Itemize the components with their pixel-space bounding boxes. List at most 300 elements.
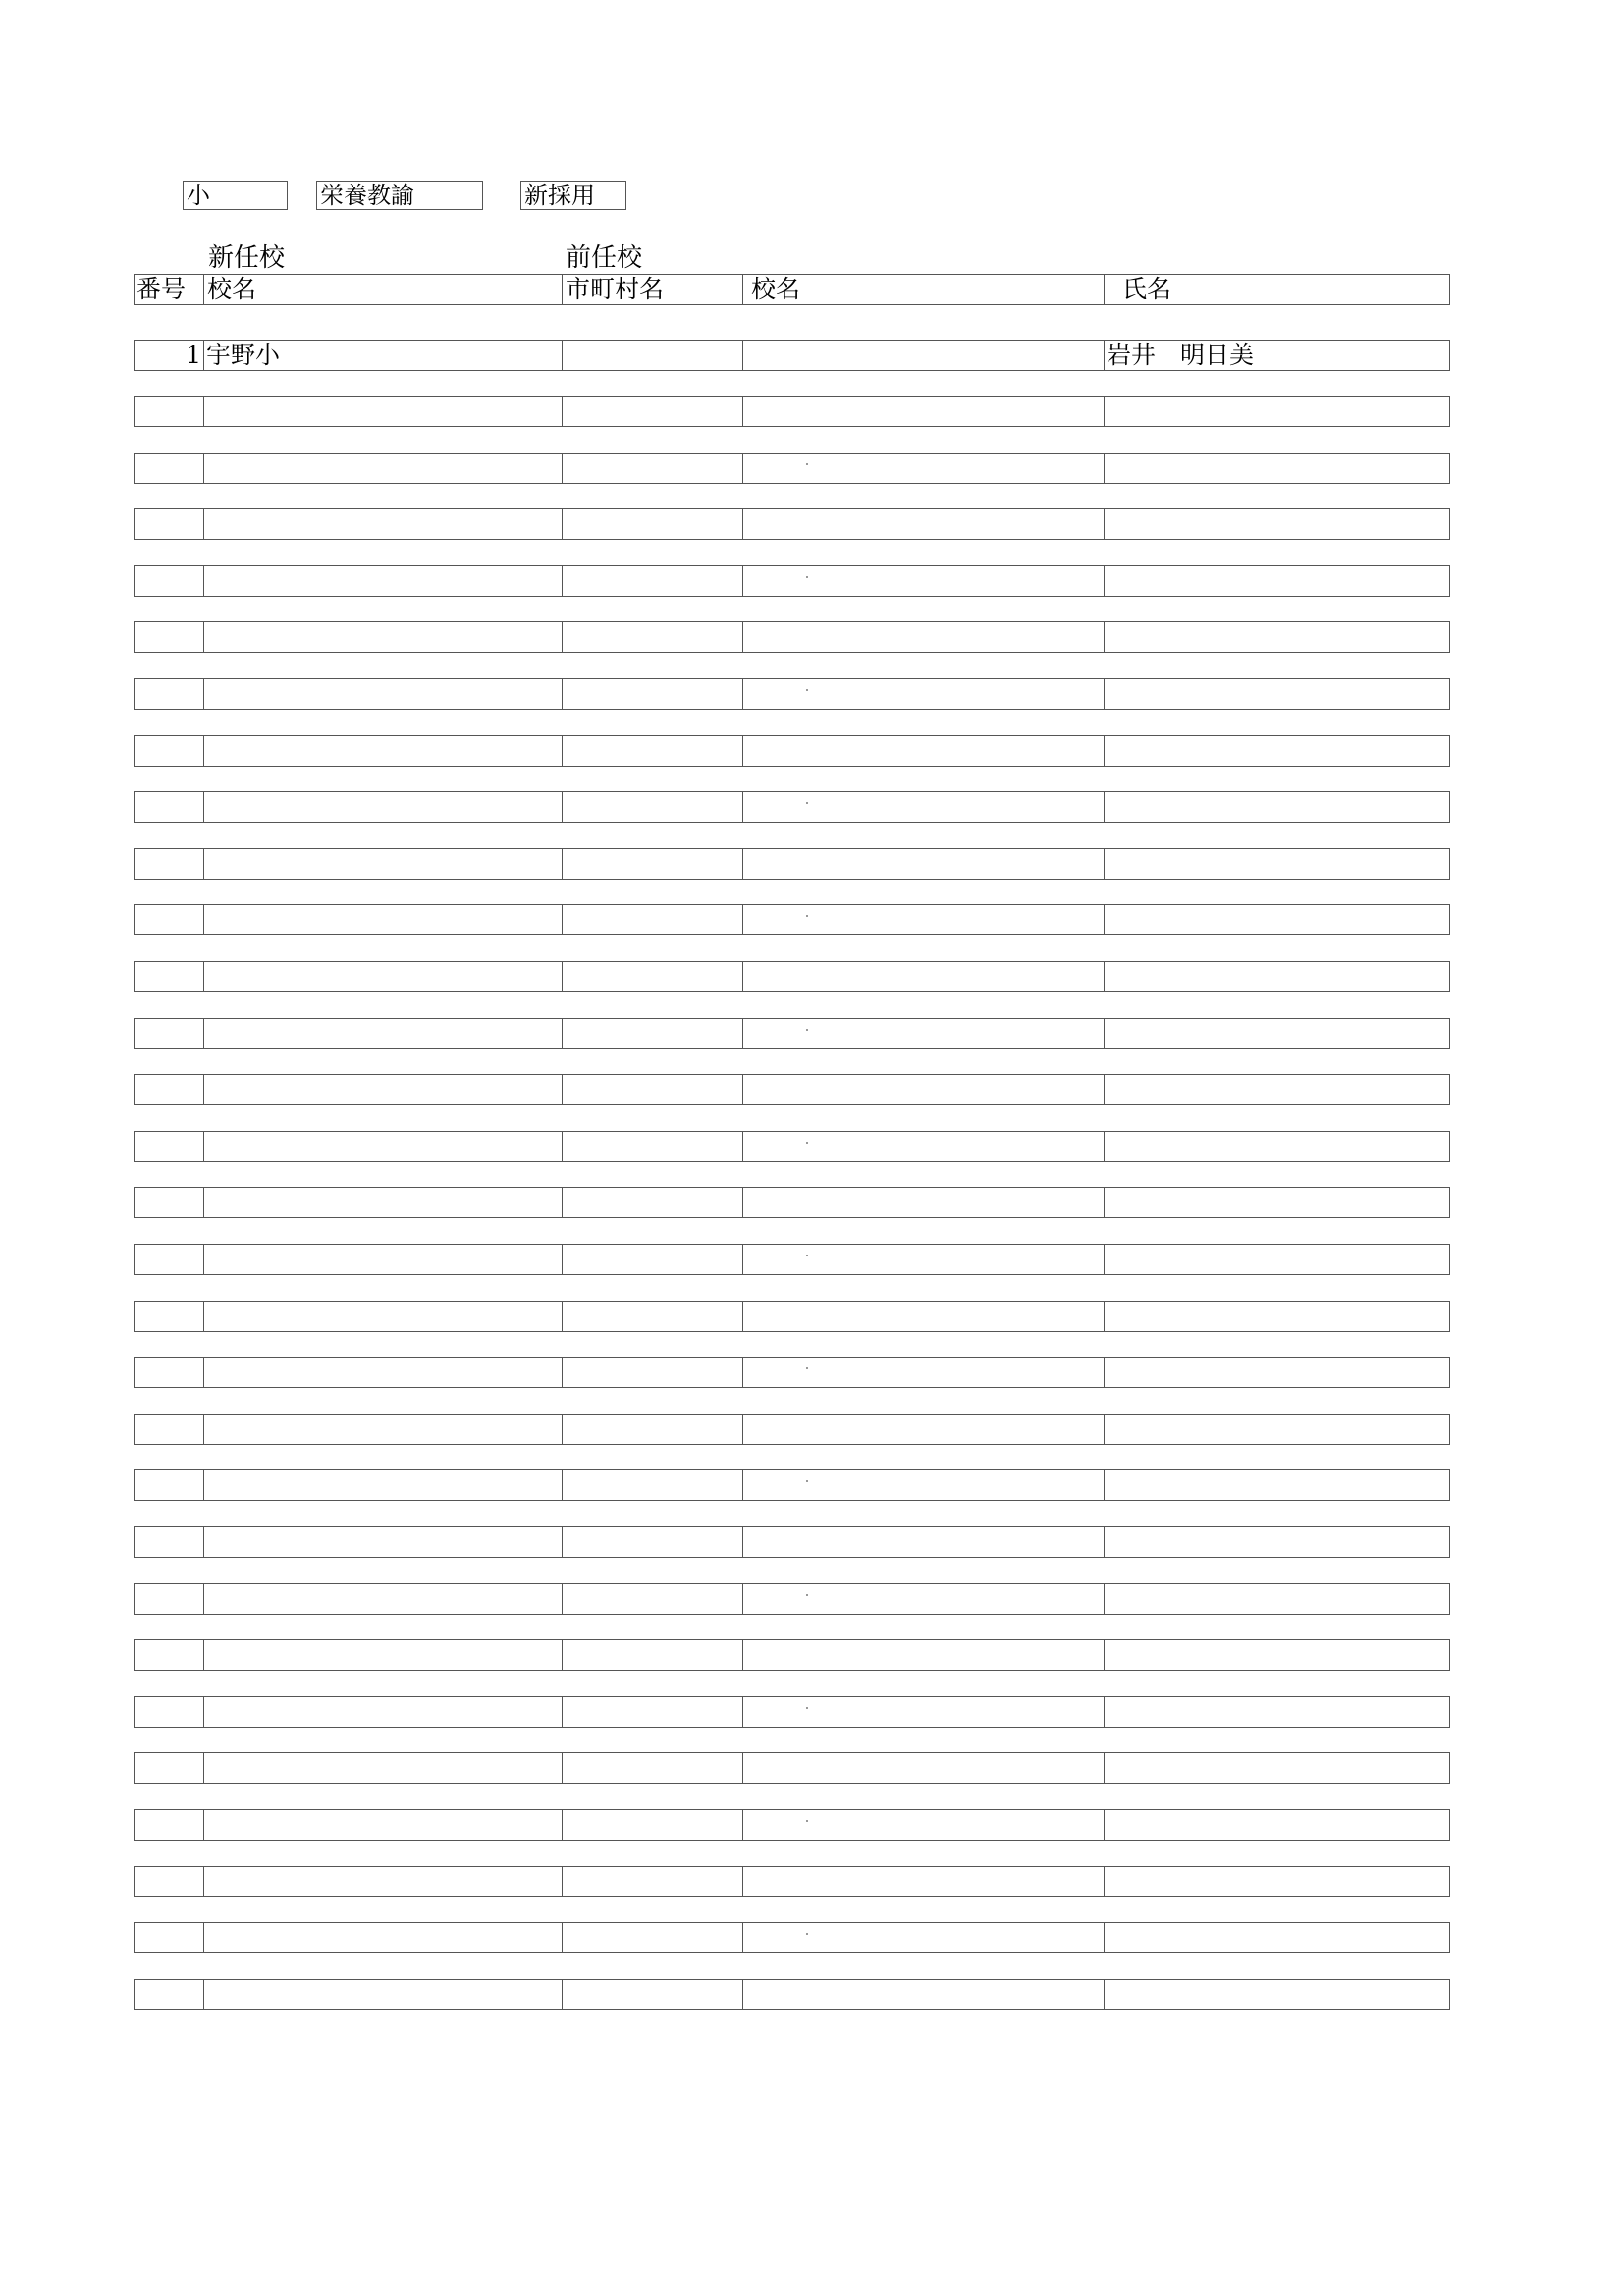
column-divider <box>203 1527 204 1557</box>
scan-speck <box>806 1480 808 1482</box>
row-name <box>1105 1188 1450 1217</box>
scan-speck <box>806 1255 808 1256</box>
table-row <box>134 565 1450 597</box>
row-prev-school <box>743 1302 1107 1331</box>
column-divider <box>742 1302 743 1331</box>
column-divider <box>742 1415 743 1444</box>
row-prev-school <box>743 566 1107 596</box>
row-municipality <box>563 1867 745 1896</box>
column-divider <box>203 275 204 304</box>
previous-school-heading: 前任校 <box>566 243 643 273</box>
position-box <box>316 181 483 210</box>
column-divider <box>1104 397 1105 426</box>
scan-speck <box>806 802 808 804</box>
row-name <box>1105 1584 1450 1614</box>
row-school-name <box>204 1980 564 2009</box>
scan-speck <box>806 463 808 465</box>
category-label: 新採用 <box>524 182 595 209</box>
row-school-name <box>204 509 564 539</box>
row-school-name <box>204 1415 564 1444</box>
scan-speck <box>806 1820 808 1822</box>
row-prev-school <box>743 1188 1107 1217</box>
column-divider <box>742 1075 743 1104</box>
column-divider <box>1104 1188 1105 1217</box>
row-name <box>1105 509 1450 539</box>
row-municipality <box>563 1132 745 1161</box>
row-name <box>1105 1075 1450 1104</box>
row-number <box>135 1697 203 1727</box>
row-prev-school <box>743 849 1107 879</box>
row-school-name <box>204 1245 564 1274</box>
column-divider <box>203 962 204 991</box>
table-row <box>134 1922 1450 1953</box>
row-school-name <box>204 1584 564 1614</box>
column-divider <box>742 1810 743 1840</box>
column-divider <box>562 1132 563 1161</box>
row-prev-school <box>743 1697 1107 1727</box>
row-school-name <box>204 1358 564 1387</box>
row-name <box>1105 454 1450 483</box>
row-school-name <box>204 679 564 709</box>
column-divider <box>742 622 743 652</box>
row-name <box>1105 792 1450 822</box>
table-row <box>134 1244 1450 1275</box>
table-row <box>134 1639 1450 1671</box>
column-divider <box>562 1358 563 1387</box>
row-number <box>135 1470 203 1500</box>
column-divider <box>203 397 204 426</box>
row-school-name <box>204 1810 564 1840</box>
column-divider <box>203 1132 204 1161</box>
table-row <box>134 340 1450 371</box>
column-divider <box>203 1923 204 1952</box>
header-prev-school-name: 校名 <box>751 275 801 303</box>
column-divider <box>203 1358 204 1387</box>
column-divider <box>562 1019 563 1048</box>
column-divider <box>562 1415 563 1444</box>
column-divider <box>203 1753 204 1783</box>
column-divider <box>562 341 563 370</box>
row-number <box>135 679 203 709</box>
row-number <box>135 1867 203 1896</box>
column-divider <box>203 1019 204 1048</box>
row-number <box>135 1415 203 1444</box>
row-school-name <box>204 1302 564 1331</box>
row-name <box>1105 1640 1450 1670</box>
row-number <box>135 1640 203 1670</box>
column-divider <box>1104 1584 1105 1614</box>
column-divider <box>1104 905 1105 934</box>
column-divider <box>742 1980 743 2009</box>
table-row <box>134 904 1450 935</box>
row-name <box>1105 1867 1450 1896</box>
row-prev-school <box>743 397 1107 426</box>
table-row <box>134 1469 1450 1501</box>
column-divider <box>742 454 743 483</box>
table-row <box>134 1187 1450 1218</box>
row-number <box>135 1075 203 1104</box>
row-prev-school <box>743 1527 1107 1557</box>
table-row <box>134 1018 1450 1049</box>
row-prev-school <box>743 341 1107 370</box>
scan-speck <box>806 1707 808 1709</box>
table-row <box>134 453 1450 484</box>
row-name: 岩井 明日美 <box>1107 341 1255 369</box>
column-divider <box>742 1584 743 1614</box>
column-divider <box>1104 1245 1105 1274</box>
column-divider <box>742 1867 743 1896</box>
column-divider <box>742 849 743 879</box>
table-row <box>134 1866 1450 1897</box>
column-divider <box>562 1584 563 1614</box>
column-divider <box>1104 849 1105 879</box>
column-divider <box>203 792 204 822</box>
column-divider <box>203 736 204 766</box>
row-municipality <box>563 1980 745 2009</box>
table-row <box>134 1809 1450 1841</box>
row-school-name <box>204 1132 564 1161</box>
row-number <box>135 1358 203 1387</box>
row-number: 1 <box>186 341 201 369</box>
row-school-name <box>204 1470 564 1500</box>
row-name <box>1105 1527 1450 1557</box>
row-municipality <box>563 341 745 370</box>
column-divider <box>742 1753 743 1783</box>
column-divider <box>562 1867 563 1896</box>
column-divider <box>203 1980 204 2009</box>
column-divider <box>562 566 563 596</box>
column-divider <box>1104 1302 1105 1331</box>
row-name <box>1105 1470 1450 1500</box>
row-number <box>135 1753 203 1783</box>
row-name <box>1105 1358 1450 1387</box>
row-prev-school <box>743 962 1107 991</box>
row-prev-school <box>743 1245 1107 1274</box>
row-municipality <box>563 1584 745 1614</box>
row-municipality <box>563 1640 745 1670</box>
column-divider <box>562 509 563 539</box>
column-divider <box>203 1640 204 1670</box>
column-divider <box>203 679 204 709</box>
column-divider <box>742 679 743 709</box>
row-prev-school <box>743 1470 1107 1500</box>
row-municipality <box>563 509 745 539</box>
column-divider <box>562 792 563 822</box>
column-divider <box>1104 1640 1105 1670</box>
row-school-name <box>204 1697 564 1727</box>
row-municipality <box>563 1697 745 1727</box>
row-number <box>135 792 203 822</box>
column-divider <box>203 622 204 652</box>
table-row <box>134 1074 1450 1105</box>
row-name <box>1105 1245 1450 1274</box>
scan-speck <box>806 576 808 578</box>
scan-speck <box>806 1933 808 1935</box>
column-divider <box>1104 1697 1105 1727</box>
new-school-heading: 新任校 <box>208 243 286 273</box>
row-school-name <box>204 454 564 483</box>
column-divider <box>203 1245 204 1274</box>
row-municipality <box>563 679 745 709</box>
row-number <box>135 1810 203 1840</box>
row-municipality <box>563 454 745 483</box>
row-prev-school <box>743 1980 1107 2009</box>
row-number <box>135 962 203 991</box>
row-number <box>135 905 203 934</box>
row-prev-school <box>743 1358 1107 1387</box>
row-number <box>135 1019 203 1048</box>
row-prev-school <box>743 679 1107 709</box>
row-number <box>135 1584 203 1614</box>
scan-speck <box>806 915 808 917</box>
table-row <box>134 848 1450 880</box>
row-prev-school <box>743 1075 1107 1104</box>
row-number <box>135 1980 203 2009</box>
row-municipality <box>563 397 745 426</box>
row-name <box>1105 736 1450 766</box>
row-school-name: 宇野小 <box>206 341 281 369</box>
row-prev-school <box>743 1415 1107 1444</box>
row-prev-school <box>743 1753 1107 1783</box>
row-name <box>1105 679 1450 709</box>
column-divider <box>1104 1358 1105 1387</box>
row-school-name <box>204 905 564 934</box>
row-number <box>135 1923 203 1952</box>
column-divider <box>742 397 743 426</box>
header-name: 氏名 <box>1122 275 1172 303</box>
row-name <box>1105 1302 1450 1331</box>
row-prev-school <box>743 454 1107 483</box>
column-divider <box>203 1415 204 1444</box>
table-row <box>134 1752 1450 1784</box>
column-divider <box>1104 1810 1105 1840</box>
column-divider <box>562 1697 563 1727</box>
scan-speck <box>806 1142 808 1144</box>
row-school-name <box>204 1188 564 1217</box>
row-number <box>135 1527 203 1557</box>
column-divider <box>1104 454 1105 483</box>
column-divider <box>742 1470 743 1500</box>
row-number <box>135 397 203 426</box>
scan-speck <box>806 689 808 691</box>
column-divider <box>1104 1132 1105 1161</box>
row-prev-school <box>743 1019 1107 1048</box>
row-name <box>1105 1697 1450 1727</box>
column-divider <box>1104 341 1105 370</box>
column-divider <box>1104 792 1105 822</box>
column-divider <box>562 736 563 766</box>
table-row <box>134 621 1450 653</box>
row-municipality <box>563 1527 745 1557</box>
row-municipality <box>563 1810 745 1840</box>
row-prev-school <box>743 622 1107 652</box>
table-row <box>134 396 1450 427</box>
header-school-name: 校名 <box>207 275 257 303</box>
row-municipality <box>563 566 745 596</box>
column-divider <box>203 509 204 539</box>
column-divider <box>562 1527 563 1557</box>
row-school-name <box>204 397 564 426</box>
row-prev-school <box>743 1923 1107 1952</box>
column-divider <box>1104 622 1105 652</box>
row-prev-school <box>743 1810 1107 1840</box>
row-municipality <box>563 1753 745 1783</box>
row-prev-school <box>743 736 1107 766</box>
row-school-name <box>204 736 564 766</box>
column-divider <box>742 1019 743 1048</box>
row-municipality <box>563 1019 745 1048</box>
row-municipality <box>563 962 745 991</box>
scan-speck <box>806 1367 808 1369</box>
row-school-name <box>204 622 564 652</box>
row-school-name <box>204 1075 564 1104</box>
column-divider <box>562 1188 563 1217</box>
column-divider <box>203 1810 204 1840</box>
table-row <box>134 678 1450 710</box>
row-municipality <box>563 792 745 822</box>
row-prev-school <box>743 905 1107 934</box>
column-divider <box>562 1980 563 2009</box>
table-row <box>134 1131 1450 1162</box>
column-divider <box>562 275 563 304</box>
column-divider <box>1104 1980 1105 2009</box>
column-divider <box>203 905 204 934</box>
row-name <box>1105 1132 1450 1161</box>
row-name <box>1105 1810 1450 1840</box>
column-divider <box>203 1075 204 1104</box>
row-municipality <box>563 1188 745 1217</box>
row-municipality <box>563 1923 745 1952</box>
row-number <box>135 1132 203 1161</box>
row-municipality <box>563 622 745 652</box>
column-divider <box>1104 1415 1105 1444</box>
row-school-name <box>204 1753 564 1783</box>
row-name <box>1105 1753 1450 1783</box>
row-municipality <box>563 736 745 766</box>
column-divider <box>1104 962 1105 991</box>
row-name <box>1105 397 1450 426</box>
table-row <box>134 961 1450 992</box>
column-divider <box>742 1923 743 1952</box>
row-number <box>135 1245 203 1274</box>
row-school-name <box>204 1923 564 1952</box>
school-type-label: 小 <box>187 182 210 209</box>
row-name <box>1105 1415 1450 1444</box>
category-box <box>520 181 626 210</box>
table-row <box>134 1696 1450 1728</box>
column-divider <box>562 397 563 426</box>
column-divider <box>203 1697 204 1727</box>
column-divider <box>742 1527 743 1557</box>
column-divider <box>203 849 204 879</box>
column-divider <box>742 736 743 766</box>
row-municipality <box>563 1415 745 1444</box>
column-divider <box>1104 1019 1105 1048</box>
table-header <box>134 274 1450 305</box>
row-school-name <box>204 1019 564 1048</box>
row-school-name <box>204 962 564 991</box>
column-divider <box>742 1188 743 1217</box>
row-number <box>135 1302 203 1331</box>
column-divider <box>1104 1867 1105 1896</box>
column-divider <box>203 1302 204 1331</box>
row-municipality <box>563 1358 745 1387</box>
column-divider <box>742 1358 743 1387</box>
column-divider <box>742 509 743 539</box>
column-divider <box>562 1302 563 1331</box>
column-divider <box>203 1584 204 1614</box>
row-number <box>135 454 203 483</box>
row-school-name <box>204 1527 564 1557</box>
column-divider <box>203 341 204 370</box>
row-name <box>1105 962 1450 991</box>
row-name <box>1105 1980 1450 2009</box>
row-number <box>135 566 203 596</box>
row-school-name <box>204 1867 564 1896</box>
table-row <box>134 1414 1450 1445</box>
column-divider <box>742 1132 743 1161</box>
column-divider <box>562 849 563 879</box>
column-divider <box>1104 1527 1105 1557</box>
row-municipality <box>563 1245 745 1274</box>
row-prev-school <box>743 509 1107 539</box>
row-number <box>135 622 203 652</box>
scan-speck <box>806 1594 808 1596</box>
row-name <box>1105 622 1450 652</box>
row-municipality <box>563 1470 745 1500</box>
column-divider <box>742 1245 743 1274</box>
column-divider <box>562 1923 563 1952</box>
column-divider <box>1104 1075 1105 1104</box>
row-municipality <box>563 1075 745 1104</box>
column-divider <box>562 1075 563 1104</box>
header-municipality: 市町村名 <box>566 275 665 303</box>
row-school-name <box>204 566 564 596</box>
row-name <box>1105 849 1450 879</box>
column-divider <box>742 962 743 991</box>
column-divider <box>562 679 563 709</box>
table-row <box>134 1583 1450 1615</box>
column-divider <box>562 1810 563 1840</box>
column-divider <box>562 905 563 934</box>
column-divider <box>203 1867 204 1896</box>
table-row <box>134 508 1450 540</box>
table-row <box>134 735 1450 767</box>
column-divider <box>1104 1470 1105 1500</box>
column-divider <box>742 1697 743 1727</box>
column-divider <box>1104 275 1105 304</box>
row-number <box>135 849 203 879</box>
column-divider <box>1104 509 1105 539</box>
table-row <box>134 1526 1450 1558</box>
row-school-name <box>204 1640 564 1670</box>
column-divider <box>1104 1923 1105 1952</box>
row-prev-school <box>743 1584 1107 1614</box>
column-divider <box>562 1753 563 1783</box>
column-divider <box>742 566 743 596</box>
row-municipality <box>563 905 745 934</box>
row-name <box>1105 1019 1450 1048</box>
row-number <box>135 1188 203 1217</box>
column-divider <box>203 1188 204 1217</box>
row-number <box>135 509 203 539</box>
row-number <box>135 736 203 766</box>
column-divider <box>562 1470 563 1500</box>
column-divider <box>742 905 743 934</box>
column-divider <box>562 1245 563 1274</box>
table-row <box>134 1979 1450 2010</box>
position-label: 栄養教諭 <box>320 182 414 209</box>
